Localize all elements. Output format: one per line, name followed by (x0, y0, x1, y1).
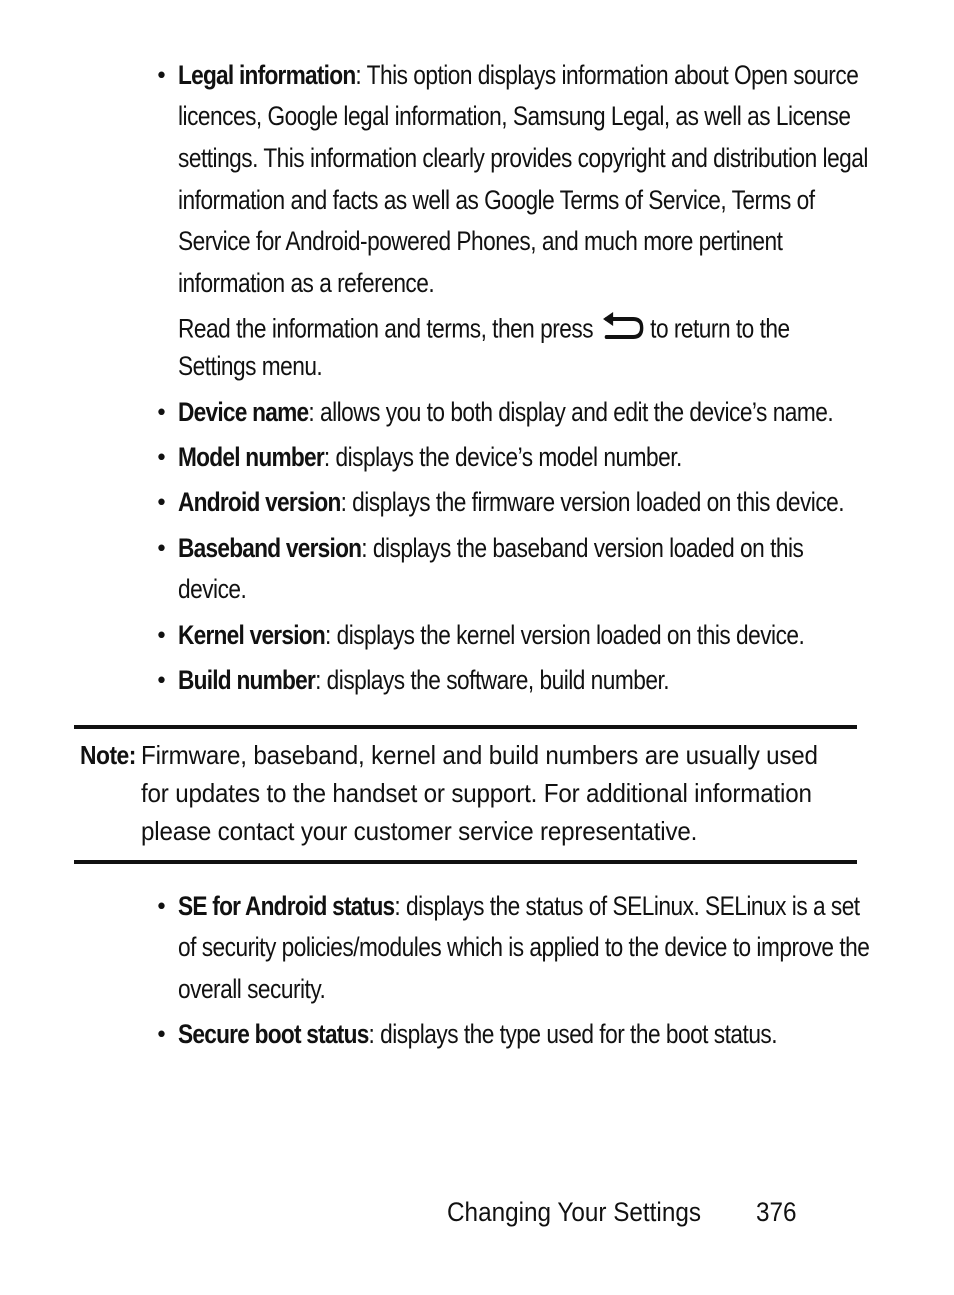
note-text-line-3: please contact your customer service representative. (141, 816, 698, 846)
bullet-marker: • (155, 537, 168, 562)
baseband-version-item-line-2: device. (178, 574, 247, 604)
baseband-version-item: Baseband version: displays the baseband version loaded on this (178, 533, 804, 563)
legal-information-line-5: Service for Android-powered Phones, and much more pertinent (178, 226, 783, 256)
model-number-item: Model number: displays the device’s model number. (178, 442, 682, 472)
se-android-status-line-3: overall security. (178, 974, 326, 1004)
legal-information-line-2: licences, Google legal information, Samsung Legal, as well as License (178, 101, 851, 131)
bullet-marker: • (155, 669, 168, 694)
bullet-marker: • (155, 64, 168, 89)
bullet-marker: • (155, 401, 168, 426)
bullet-marker: • (155, 446, 168, 471)
note-text-line-1: Firmware, baseband, kernel and build numbers are usually used (141, 740, 818, 770)
kernel-version-item: Kernel version: displays the kernel version loaded on this device. (178, 620, 805, 650)
footer-section-title: Changing Your Settings (447, 1197, 702, 1227)
device-name-item: Device name: allows you to both display and edit the device’s name. (178, 397, 834, 427)
note-text-line-2: for updates to the handset or support. For additional information (141, 778, 812, 808)
se-android-status-line-2: of security policies/modules which is applied to the device to improve the (178, 932, 870, 962)
build-number-item: Build number: displays the software, build number. (178, 665, 670, 695)
bullet-marker: • (155, 491, 168, 516)
bullet-marker: • (155, 895, 168, 920)
note-bottom-rule (74, 860, 857, 864)
secure-boot-status-item: Secure boot status: displays the type used for the boot status. (178, 1019, 778, 1049)
note-top-rule (74, 725, 857, 729)
legal-information-line-6: information as a reference. (178, 268, 435, 298)
legal-read-instruction-line-2: Settings menu. (178, 351, 323, 381)
android-version-item: Android version: displays the firmware version loaded on this device. (178, 487, 845, 517)
legal-information-line-1: Legal information: This option displays information about Open source (178, 60, 859, 90)
legal-read-instruction: Read the information and terms, then press to return to the (178, 310, 790, 351)
legal-information-line-3: settings. This information clearly provides copyright and distribution legal (178, 143, 868, 173)
legal-information-term: Legal information (178, 60, 356, 90)
bullet-marker: • (155, 1023, 168, 1048)
page-number: 376 (756, 1197, 797, 1227)
bullet-marker: • (155, 624, 168, 649)
legal-information-line-4: information and facts as well as Google Terms of Service, Terms of (178, 185, 815, 215)
se-android-status-item: SE for Android status: displays the status of SELinux. SELinux is a set (178, 891, 860, 921)
back-arrow-icon (600, 310, 645, 351)
note-label: Note: (80, 740, 136, 770)
